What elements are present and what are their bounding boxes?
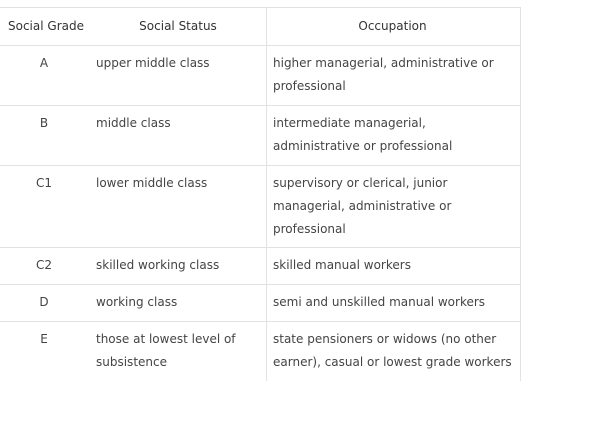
table-row (0, 46, 521, 106)
table-row (0, 166, 521, 248)
occupation-cell: intermediate managerial, administrative or professional (266, 106, 521, 165)
occupation-cell: skilled manual workers (266, 248, 521, 284)
header-social-status: Social Status (139, 19, 217, 33)
social-grade-table (0, 7, 521, 381)
grade-cell: B (39, 116, 49, 130)
status-cell: middle class (96, 116, 171, 130)
header-social-grade: Social Grade (8, 19, 84, 33)
grade-cell: D (39, 295, 49, 309)
header-occupation: Occupation (266, 8, 521, 45)
occupation-cell: higher managerial, administrative or professional (266, 46, 521, 105)
status-cell: working class (96, 295, 178, 309)
table-header-row (0, 8, 521, 46)
occupation-cell: semi and unskilled manual workers (266, 285, 521, 321)
grade-cell: C2 (35, 258, 52, 272)
grade-cell: A (39, 56, 49, 70)
grade-cell: C1 (35, 176, 52, 190)
table-row (0, 106, 521, 166)
occupation-cell: state pensioners or widows (no other earner), casual or lowest grade workers (266, 322, 521, 381)
table-row (0, 322, 521, 381)
table-row (0, 285, 521, 322)
status-cell: lower middle class (96, 176, 208, 190)
table-row (0, 248, 521, 285)
status-cell: skilled working class (96, 258, 220, 272)
status-cell: those at lowest level of subsistence (96, 332, 236, 369)
occupation-cell: supervisory or clerical, junior managerial, administrative or professional (266, 166, 521, 247)
status-cell: upper middle class (96, 56, 210, 70)
grade-cell: E (40, 332, 48, 346)
